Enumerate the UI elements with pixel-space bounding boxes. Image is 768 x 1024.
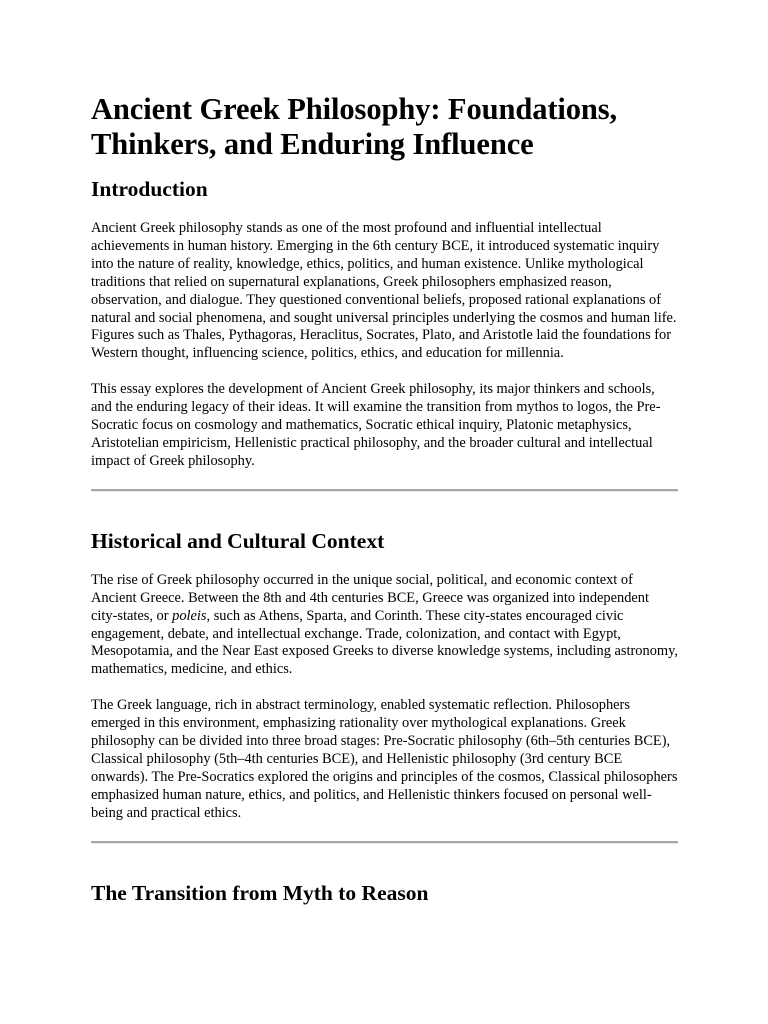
poleis-term: poleis — [172, 607, 207, 624]
introduction-paragraph-2: This essay explores the development of Ancient Greek philosophy, its major thinkers and schools, and the enduring legacy of their ideas. It will examine the transition from mythos to logos, the Pre-Socratic focus on cosmology and mathematics, Socratic ethical inquiry, Platonic metaphysics, Aristotelian empiricism, Hellenistic practical philosophy, and the broader cultural and intellectual impact of Greek philosophy. — [91, 381, 661, 469]
section-heading-historical-context: Historical and Cultural Context — [91, 528, 385, 553]
document-title: Ancient Greek Philosophy: Foundations, Thinkers, and Enduring Influence — [91, 92, 618, 161]
section-heading-myth-to-reason: The Transition from Myth to Reason — [91, 880, 429, 905]
context-paragraph-1 — [91, 572, 678, 679]
section-divider — [91, 489, 678, 492]
context-paragraph-2: The Greek language, rich in abstract terminology, enabled systematic reflection. Philosophers emerged in this environment, emphasizing rationality over mythological explanations. Greek philosophy can be divided into three broad stages: Pre-Socratic philosophy (6th–5th centuries BCE), Classical philosophy (5th–4th centuries BCE), and Hellenistic philosophy (3rd century BCE onwards). The Pre-Socratics explored the origins and principles of the cosmos, Classical philosophers emphasized human nature, ethics, and politics, and Hellenistic thinkers focused on personal well-being and practical ethics. — [91, 697, 678, 821]
introduction-paragraph-1: Ancient Greek philosophy stands as one of the most profound and influential intellectual achievements in human history. Emerging in the 6th century BCE, it introduced systematic inquiry into the nature of reality, knowledge, ethics, politics, and human existence. Unlike mythological traditions that relied on supernatural explanations, Greek philosophers emphasized reason, observation, and dialogue. They questioned conventional beliefs, proposed rational explanations of natural and social phenomena, and sought universal principles underlying the cosmos and human life. Figures such as Thales, Pythagoras, Heraclitus, Socrates, Plato, and Aristotle laid the foundations for Western thought, influencing science, politics, ethics, and education for millennia. — [91, 220, 677, 362]
section-heading-introduction: Introduction — [91, 177, 208, 201]
context-paragraph-1-text-b: , such as Athens, Sparta, and Corinth. These city-states encouraged civic engagement, debate, and intellectual exchange. Trade, colonization, and contact with Egypt, Mesopotamia, and the Near East exposed Greeks to diverse knowledge systems, including astronomy, mathematics, medicine, and ethics. — [91, 607, 678, 678]
context-paragraph-1-text-a: The rise of Greek philosophy occurred in the unique social, political, and economic context of Ancient Greece. Between the 8th and 4th centuries BCE, Greece was organized into independent city-states, or — [91, 571, 649, 624]
section-divider — [91, 841, 678, 844]
